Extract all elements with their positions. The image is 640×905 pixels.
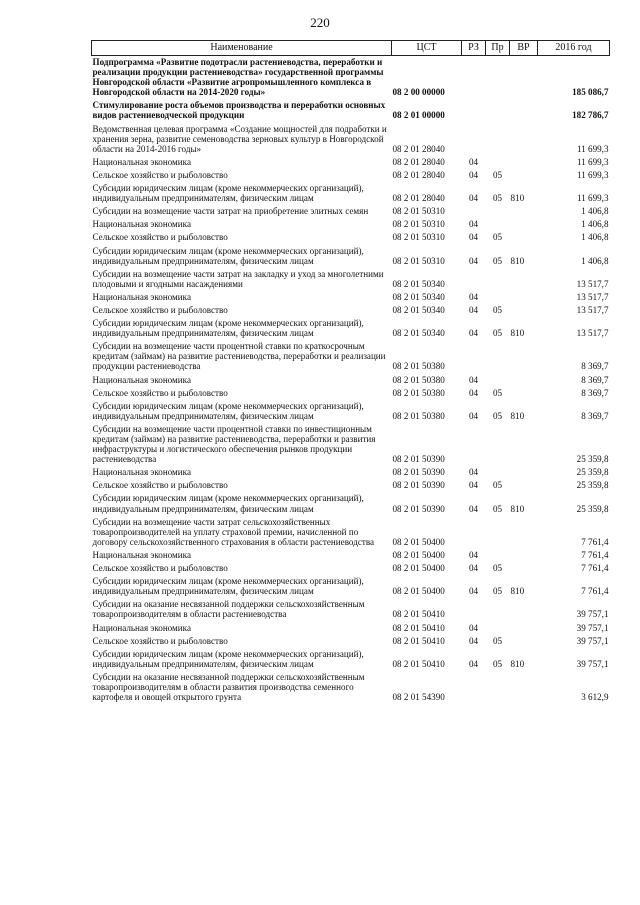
pr-cell bbox=[486, 156, 510, 169]
pr-cell bbox=[486, 549, 510, 562]
table-body bbox=[92, 56, 610, 705]
pr-cell: 05 bbox=[492, 304, 503, 315]
rz-cell: 04 bbox=[468, 563, 479, 574]
name-cell: Субсидии юридическим лицам (кроме некоммерческих организаций), индивидуальным предпринимателям, физическим лицам bbox=[92, 400, 364, 421]
sum-cell: 25 359,8 bbox=[576, 454, 609, 465]
vr-cell bbox=[510, 549, 538, 562]
name-cell: Сельское хозяйство и рыболовство bbox=[92, 169, 228, 180]
pr-cell bbox=[486, 622, 510, 635]
rz-cell bbox=[462, 598, 486, 621]
header-pr: Пр bbox=[486, 41, 510, 56]
name-cell: Национальная экономика bbox=[92, 219, 191, 230]
pr-cell: 05 bbox=[492, 563, 503, 574]
name-cell: Сельское хозяйство и рыболовство bbox=[92, 232, 228, 243]
vr-cell bbox=[510, 423, 538, 466]
pr-cell: 05 bbox=[492, 658, 503, 669]
vr-cell: 810 bbox=[510, 255, 525, 266]
rz-cell: 04 bbox=[468, 658, 479, 669]
sum-cell: 7 761,4 bbox=[581, 536, 609, 547]
rz-cell: 04 bbox=[468, 503, 479, 514]
cst-cell: 08 2 01 50310 bbox=[392, 219, 445, 230]
header-cst: ЦСТ bbox=[392, 41, 462, 56]
page-number: 220 bbox=[310, 15, 330, 30]
rz-cell: 04 bbox=[468, 374, 479, 385]
table-row bbox=[92, 562, 610, 575]
vr-cell bbox=[510, 99, 538, 122]
pr-cell bbox=[486, 56, 510, 100]
rz-cell: 04 bbox=[468, 219, 479, 230]
rz-cell: 04 bbox=[468, 304, 479, 315]
cst-cell: 08 2 01 50380 bbox=[392, 361, 445, 372]
pr-cell bbox=[486, 123, 510, 156]
sum-cell: 8 369,7 bbox=[581, 374, 609, 385]
cst-cell: 08 2 01 50400 bbox=[392, 536, 445, 547]
rz-cell: 04 bbox=[468, 255, 479, 266]
pr-cell: 05 bbox=[492, 387, 503, 398]
table-row bbox=[92, 635, 610, 648]
rz-cell bbox=[462, 123, 486, 156]
pr-cell bbox=[486, 466, 510, 479]
pr-cell bbox=[486, 99, 510, 122]
table-row bbox=[92, 340, 610, 373]
table-row bbox=[92, 516, 610, 549]
name-cell: Национальная экономика bbox=[92, 291, 191, 302]
rz-cell bbox=[462, 516, 486, 549]
pr-cell bbox=[486, 598, 510, 621]
rz-cell: 04 bbox=[468, 328, 479, 339]
pr-cell bbox=[486, 291, 510, 304]
vr-cell bbox=[510, 291, 538, 304]
vr-cell bbox=[510, 479, 538, 492]
table-row bbox=[92, 466, 610, 479]
sum-cell: 185 086,7 bbox=[572, 87, 609, 98]
name-cell: Сельское хозяйство и рыболовство bbox=[92, 480, 228, 491]
rz-cell bbox=[462, 671, 486, 704]
sum-cell: 1 406,8 bbox=[581, 232, 609, 243]
sum-cell: 1 406,8 bbox=[581, 206, 609, 217]
table-row bbox=[92, 479, 610, 492]
sum-cell: 3 612,9 bbox=[581, 692, 609, 703]
vr-cell bbox=[510, 123, 538, 156]
table-row bbox=[92, 317, 610, 340]
sum-cell: 11 699,3 bbox=[577, 143, 609, 154]
pr-cell: 05 bbox=[492, 232, 503, 243]
cst-cell: 08 2 00 00000 bbox=[392, 87, 445, 98]
table-header-row bbox=[92, 41, 610, 56]
cst-cell: 08 2 01 50310 bbox=[392, 206, 445, 217]
cst-cell: 08 2 01 50390 bbox=[392, 467, 445, 478]
rz-cell: 04 bbox=[468, 586, 479, 597]
sum-cell: 13 517,7 bbox=[576, 304, 609, 315]
rz-cell: 04 bbox=[468, 291, 479, 302]
vr-cell bbox=[510, 231, 538, 244]
table-row bbox=[92, 99, 610, 122]
table-row bbox=[92, 387, 610, 400]
name-cell: Подпрограмма «Развитие подотрасли растениеводства, переработки и реализации продукции растениеводства» государственной программы Новгородской области «Развитие агропромышленного комплекса в Новгородской области на 2014-2020 годы» bbox=[92, 57, 384, 98]
table-row bbox=[92, 291, 610, 304]
cst-cell: 08 2 01 50400 bbox=[392, 586, 445, 597]
cst-cell: 08 2 01 28040 bbox=[392, 156, 445, 167]
cst-cell: 08 2 01 50310 bbox=[392, 255, 445, 266]
name-cell: Сельское хозяйство и рыболовство bbox=[92, 635, 228, 646]
table-row bbox=[92, 622, 610, 635]
rz-cell: 04 bbox=[468, 480, 479, 491]
sum-cell: 39 757,1 bbox=[576, 609, 609, 620]
table-row bbox=[92, 549, 610, 562]
cst-cell: 08 2 01 50390 bbox=[392, 503, 445, 514]
vr-cell: 810 bbox=[510, 410, 525, 421]
cst-cell: 08 2 01 50400 bbox=[392, 563, 445, 574]
cst-cell: 08 2 01 50390 bbox=[392, 454, 445, 465]
cst-cell: 08 2 01 50310 bbox=[392, 232, 445, 243]
vr-cell bbox=[510, 598, 538, 621]
pr-cell bbox=[486, 516, 510, 549]
pr-cell: 05 bbox=[492, 193, 503, 204]
pr-cell: 05 bbox=[492, 586, 503, 597]
vr-cell bbox=[510, 156, 538, 169]
cst-cell: 08 2 01 50410 bbox=[392, 635, 445, 646]
pr-cell bbox=[486, 374, 510, 387]
cst-cell: 08 2 01 00000 bbox=[392, 110, 445, 121]
name-cell: Сельское хозяйство и рыболовство bbox=[92, 304, 228, 315]
rz-cell bbox=[462, 56, 486, 100]
rz-cell: 04 bbox=[468, 387, 479, 398]
name-cell: Субсидии на возмещение части процентной ставки по инвестиционным кредитам (займам) на развитие растениеводства, переработки и развития инфраструктуры и логистического обеспечения рынков продукции растениеводства bbox=[92, 423, 376, 465]
table-row bbox=[92, 268, 610, 291]
vr-cell bbox=[510, 56, 538, 100]
sum-cell: 1 406,8 bbox=[581, 219, 609, 230]
table-row bbox=[92, 648, 610, 671]
table-row bbox=[92, 218, 610, 231]
pr-cell bbox=[486, 423, 510, 466]
name-cell: Субсидии юридическим лицам (кроме некоммерческих организаций), индивидуальным предпринимателям, физическим лицам bbox=[92, 576, 364, 597]
vr-cell: 810 bbox=[510, 503, 525, 514]
sum-cell: 13 517,7 bbox=[576, 291, 609, 302]
vr-cell bbox=[510, 387, 538, 400]
table-row bbox=[92, 56, 610, 100]
rz-cell bbox=[462, 340, 486, 373]
name-cell: Национальная экономика bbox=[92, 374, 191, 385]
header-rz: РЗ bbox=[462, 41, 486, 56]
pr-cell bbox=[486, 218, 510, 231]
cst-cell: 08 2 01 50340 bbox=[392, 291, 445, 302]
rz-cell: 04 bbox=[468, 467, 479, 478]
header-vr: ВР bbox=[510, 41, 538, 56]
table-row bbox=[92, 231, 610, 244]
table-row bbox=[92, 671, 610, 704]
header-name: Наименование bbox=[92, 41, 392, 56]
pr-cell: 05 bbox=[492, 503, 503, 514]
sum-cell: 39 757,1 bbox=[576, 635, 609, 646]
sum-cell: 39 757,1 bbox=[576, 622, 609, 633]
cst-cell: 08 2 01 50410 bbox=[392, 658, 445, 669]
name-cell: Субсидии на оказание несвязанной поддержки сельскохозяйственным товаропроизводителям в области растениеводства bbox=[92, 599, 365, 620]
table-row bbox=[92, 598, 610, 621]
table-row bbox=[92, 123, 610, 156]
cst-cell: 08 2 01 50340 bbox=[392, 278, 445, 289]
sum-cell: 1 406,8 bbox=[581, 255, 609, 266]
pr-cell bbox=[486, 268, 510, 291]
table-row bbox=[92, 492, 610, 515]
rz-cell bbox=[462, 268, 486, 291]
rz-cell bbox=[462, 205, 486, 218]
rz-cell: 04 bbox=[468, 622, 479, 633]
header-year: 2016 год bbox=[538, 41, 610, 56]
table-row bbox=[92, 400, 610, 423]
vr-cell: 810 bbox=[510, 328, 525, 339]
sum-cell: 39 757,1 bbox=[576, 658, 609, 669]
name-cell: Национальная экономика bbox=[92, 622, 191, 633]
name-cell: Стимулирование роста объемов производства и переработки основных видов растениеводческой продукции bbox=[92, 100, 386, 121]
name-cell: Субсидии на возмещение части процентной ставки по краткосрочным кредитам (займам) на развитие растениеводства, переработки и реализации продукции растениеводства bbox=[92, 341, 386, 372]
rz-cell bbox=[462, 423, 486, 466]
pr-cell: 05 bbox=[492, 410, 503, 421]
vr-cell bbox=[510, 635, 538, 648]
vr-cell bbox=[510, 516, 538, 549]
rz-cell: 04 bbox=[468, 549, 479, 560]
vr-cell: 810 bbox=[510, 193, 525, 204]
cst-cell: 08 2 01 50340 bbox=[392, 328, 445, 339]
vr-cell bbox=[510, 340, 538, 373]
table-row bbox=[92, 205, 610, 218]
name-cell: Субсидии на возмещение части затрат на закладку и уход за многолетними плодовыми и ягодными насаждениями bbox=[92, 268, 384, 289]
pr-cell: 05 bbox=[492, 255, 503, 266]
table-row bbox=[92, 169, 610, 182]
cst-cell: 08 2 01 28040 bbox=[392, 143, 445, 154]
cst-cell: 08 2 01 54390 bbox=[392, 692, 445, 703]
rz-cell: 04 bbox=[468, 410, 479, 421]
name-cell: Субсидии на возмещение части затрат сельскохозяйственных товаропроизводителей на уплату страховой премии, начисленной по договору сельскохозяйственного страхования в области растениеводства bbox=[92, 516, 375, 547]
vr-cell bbox=[510, 169, 538, 182]
vr-cell bbox=[510, 466, 538, 479]
rz-cell: 04 bbox=[468, 169, 479, 180]
sum-cell: 25 359,8 bbox=[576, 503, 609, 514]
pr-cell: 05 bbox=[492, 169, 503, 180]
table-row bbox=[92, 182, 610, 205]
name-cell: Субсидии на возмещение части затрат на приобретение элитных семян bbox=[92, 206, 369, 217]
name-cell: Сельское хозяйство и рыболовство bbox=[92, 387, 228, 398]
sum-cell: 182 786,7 bbox=[572, 110, 609, 121]
name-cell: Национальная экономика bbox=[92, 156, 191, 167]
table-row bbox=[92, 156, 610, 169]
vr-cell bbox=[510, 268, 538, 291]
name-cell: Сельское хозяйство и рыболовство bbox=[92, 563, 228, 574]
vr-cell bbox=[510, 218, 538, 231]
sum-cell: 25 359,8 bbox=[576, 467, 609, 478]
sum-cell: 11 699,3 bbox=[577, 156, 609, 167]
name-cell: Субсидии юридическим лицам (кроме некоммерческих организаций), индивидуальным предпринимателям, физическим лицам bbox=[92, 648, 364, 669]
sum-cell: 8 369,7 bbox=[581, 387, 609, 398]
sum-cell: 8 369,7 bbox=[581, 361, 609, 372]
sum-cell: 13 517,7 bbox=[576, 278, 609, 289]
cst-cell: 08 2 01 50390 bbox=[392, 480, 445, 491]
vr-cell: 810 bbox=[510, 586, 525, 597]
pr-cell bbox=[486, 340, 510, 373]
vr-cell: 810 bbox=[510, 658, 525, 669]
table-row bbox=[92, 245, 610, 268]
sum-cell: 11 699,3 bbox=[577, 169, 609, 180]
cst-cell: 08 2 01 50380 bbox=[392, 374, 445, 385]
budget-table bbox=[91, 40, 610, 704]
pr-cell bbox=[486, 205, 510, 218]
sum-cell: 8 369,7 bbox=[581, 410, 609, 421]
cst-cell: 08 2 01 28040 bbox=[392, 169, 445, 180]
vr-cell bbox=[510, 562, 538, 575]
cst-cell: 08 2 01 50340 bbox=[392, 304, 445, 315]
name-cell: Субсидии юридическим лицам (кроме некоммерческих организаций), индивидуальным предпринимателям, физическим лицам bbox=[92, 245, 364, 266]
sum-cell: 7 761,4 bbox=[581, 563, 609, 574]
name-cell: Субсидии на оказание несвязанной поддержки сельскохозяйственным товаропроизводителям в области развития производства семенного картофеля и овощей открытого грунта bbox=[92, 671, 365, 703]
name-cell: Национальная экономика bbox=[92, 549, 191, 560]
cst-cell: 08 2 01 28040 bbox=[392, 193, 445, 204]
sum-cell: 13 517,7 bbox=[576, 328, 609, 339]
table-row bbox=[92, 374, 610, 387]
rz-cell bbox=[462, 99, 486, 122]
cst-cell: 08 2 01 50410 bbox=[392, 609, 445, 620]
name-cell: Субсидии юридическим лицам (кроме некоммерческих организаций), индивидуальным предпринимателям, физическим лицам bbox=[92, 318, 364, 339]
pr-cell: 05 bbox=[492, 328, 503, 339]
vr-cell bbox=[510, 671, 538, 704]
name-cell: Субсидии юридическим лицам (кроме некоммерческих организаций), индивидуальным предпринимателям, физическим лицам bbox=[92, 493, 364, 514]
rz-cell: 04 bbox=[468, 232, 479, 243]
pr-cell bbox=[486, 671, 510, 704]
table-row bbox=[92, 304, 610, 317]
name-cell: Ведомственная целевая программа «Создание мощностей для подработки и хранения зерна, развитие семеноводства зерновых культур в Новгородской области на 2014-2016 годы» bbox=[92, 123, 387, 154]
pr-cell: 05 bbox=[492, 635, 503, 646]
cst-cell: 08 2 01 50400 bbox=[392, 549, 445, 560]
vr-cell bbox=[510, 304, 538, 317]
rz-cell: 04 bbox=[468, 156, 479, 167]
pr-cell: 05 bbox=[492, 480, 503, 491]
sum-cell: 11 699,3 bbox=[577, 193, 609, 204]
rz-cell: 04 bbox=[468, 193, 479, 204]
vr-cell bbox=[510, 205, 538, 218]
cst-cell: 08 2 01 50380 bbox=[392, 410, 445, 421]
name-cell: Субсидии юридическим лицам (кроме некоммерческих организаций), индивидуальным предпринимателям, физическим лицам bbox=[92, 183, 364, 204]
table-row bbox=[92, 423, 610, 466]
vr-cell bbox=[510, 374, 538, 387]
sum-cell: 25 359,8 bbox=[576, 480, 609, 491]
rz-cell: 04 bbox=[468, 635, 479, 646]
name-cell: Национальная экономика bbox=[92, 467, 191, 478]
table-row bbox=[92, 575, 610, 598]
cst-cell: 08 2 01 50380 bbox=[392, 387, 445, 398]
sum-cell: 7 761,4 bbox=[581, 586, 609, 597]
sum-cell: 7 761,4 bbox=[581, 549, 609, 560]
cst-cell: 08 2 01 50410 bbox=[392, 622, 445, 633]
vr-cell bbox=[510, 622, 538, 635]
